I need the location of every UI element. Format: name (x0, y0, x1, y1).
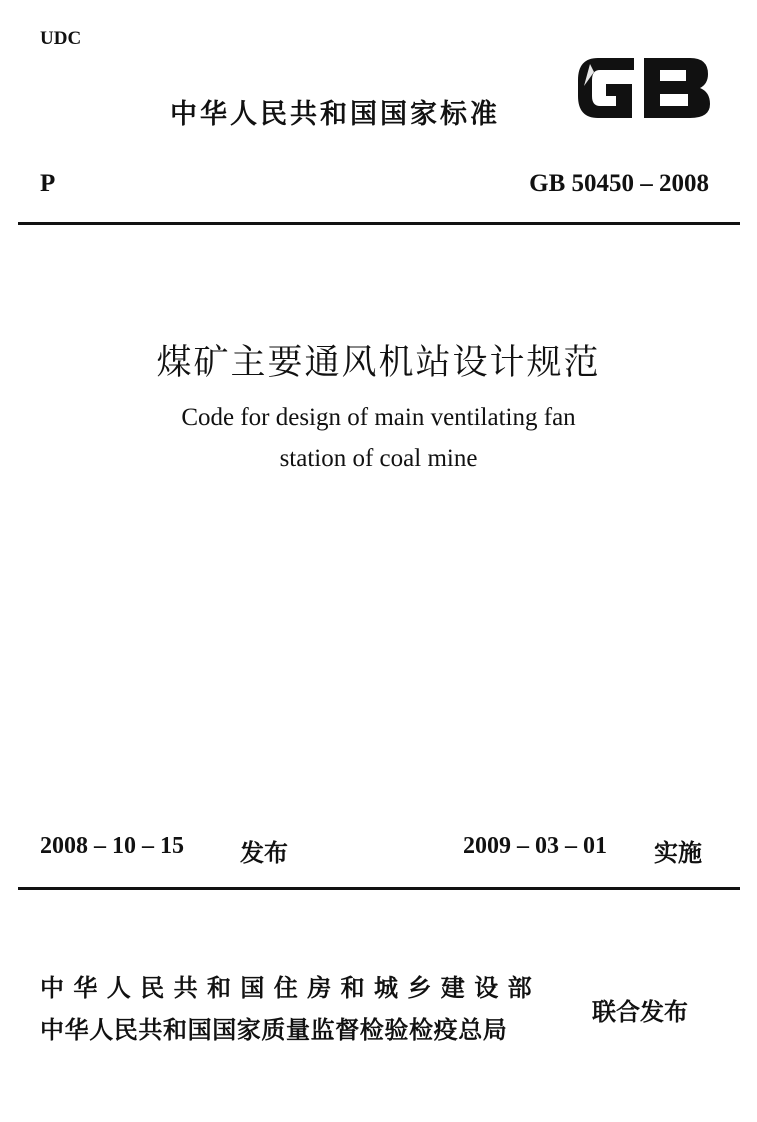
standard-type-heading: 中华人民共和国国家标准 (170, 99, 500, 130)
issue-label: 发布 (240, 839, 288, 867)
standard-number: GB 50450 – 2008 (529, 170, 709, 197)
issue-date: 2008 – 10 – 15 (40, 833, 184, 859)
implement-label: 实施 (654, 839, 702, 867)
issuer-line2: 中华人民共和国国家质量监督检验检疫总局 (40, 1016, 508, 1044)
bottom-divider (18, 887, 740, 890)
title-chinese: 煤矿主要通风机站设计规范 (156, 343, 601, 382)
category-code: P (40, 170, 56, 197)
title-english-line1: Code for design of main ventilating fan (181, 404, 576, 431)
joint-issue-label: 联合发布 (592, 998, 688, 1026)
gb-logo (572, 50, 716, 126)
udc-label: UDC (40, 28, 82, 49)
title-english-line2: station of coal mine (279, 445, 478, 472)
implement-date: 2009 – 03 – 01 (463, 833, 607, 859)
top-divider (18, 222, 740, 225)
issuer-line1: 中华人民共和国住房和城乡建设部 (40, 974, 541, 1002)
